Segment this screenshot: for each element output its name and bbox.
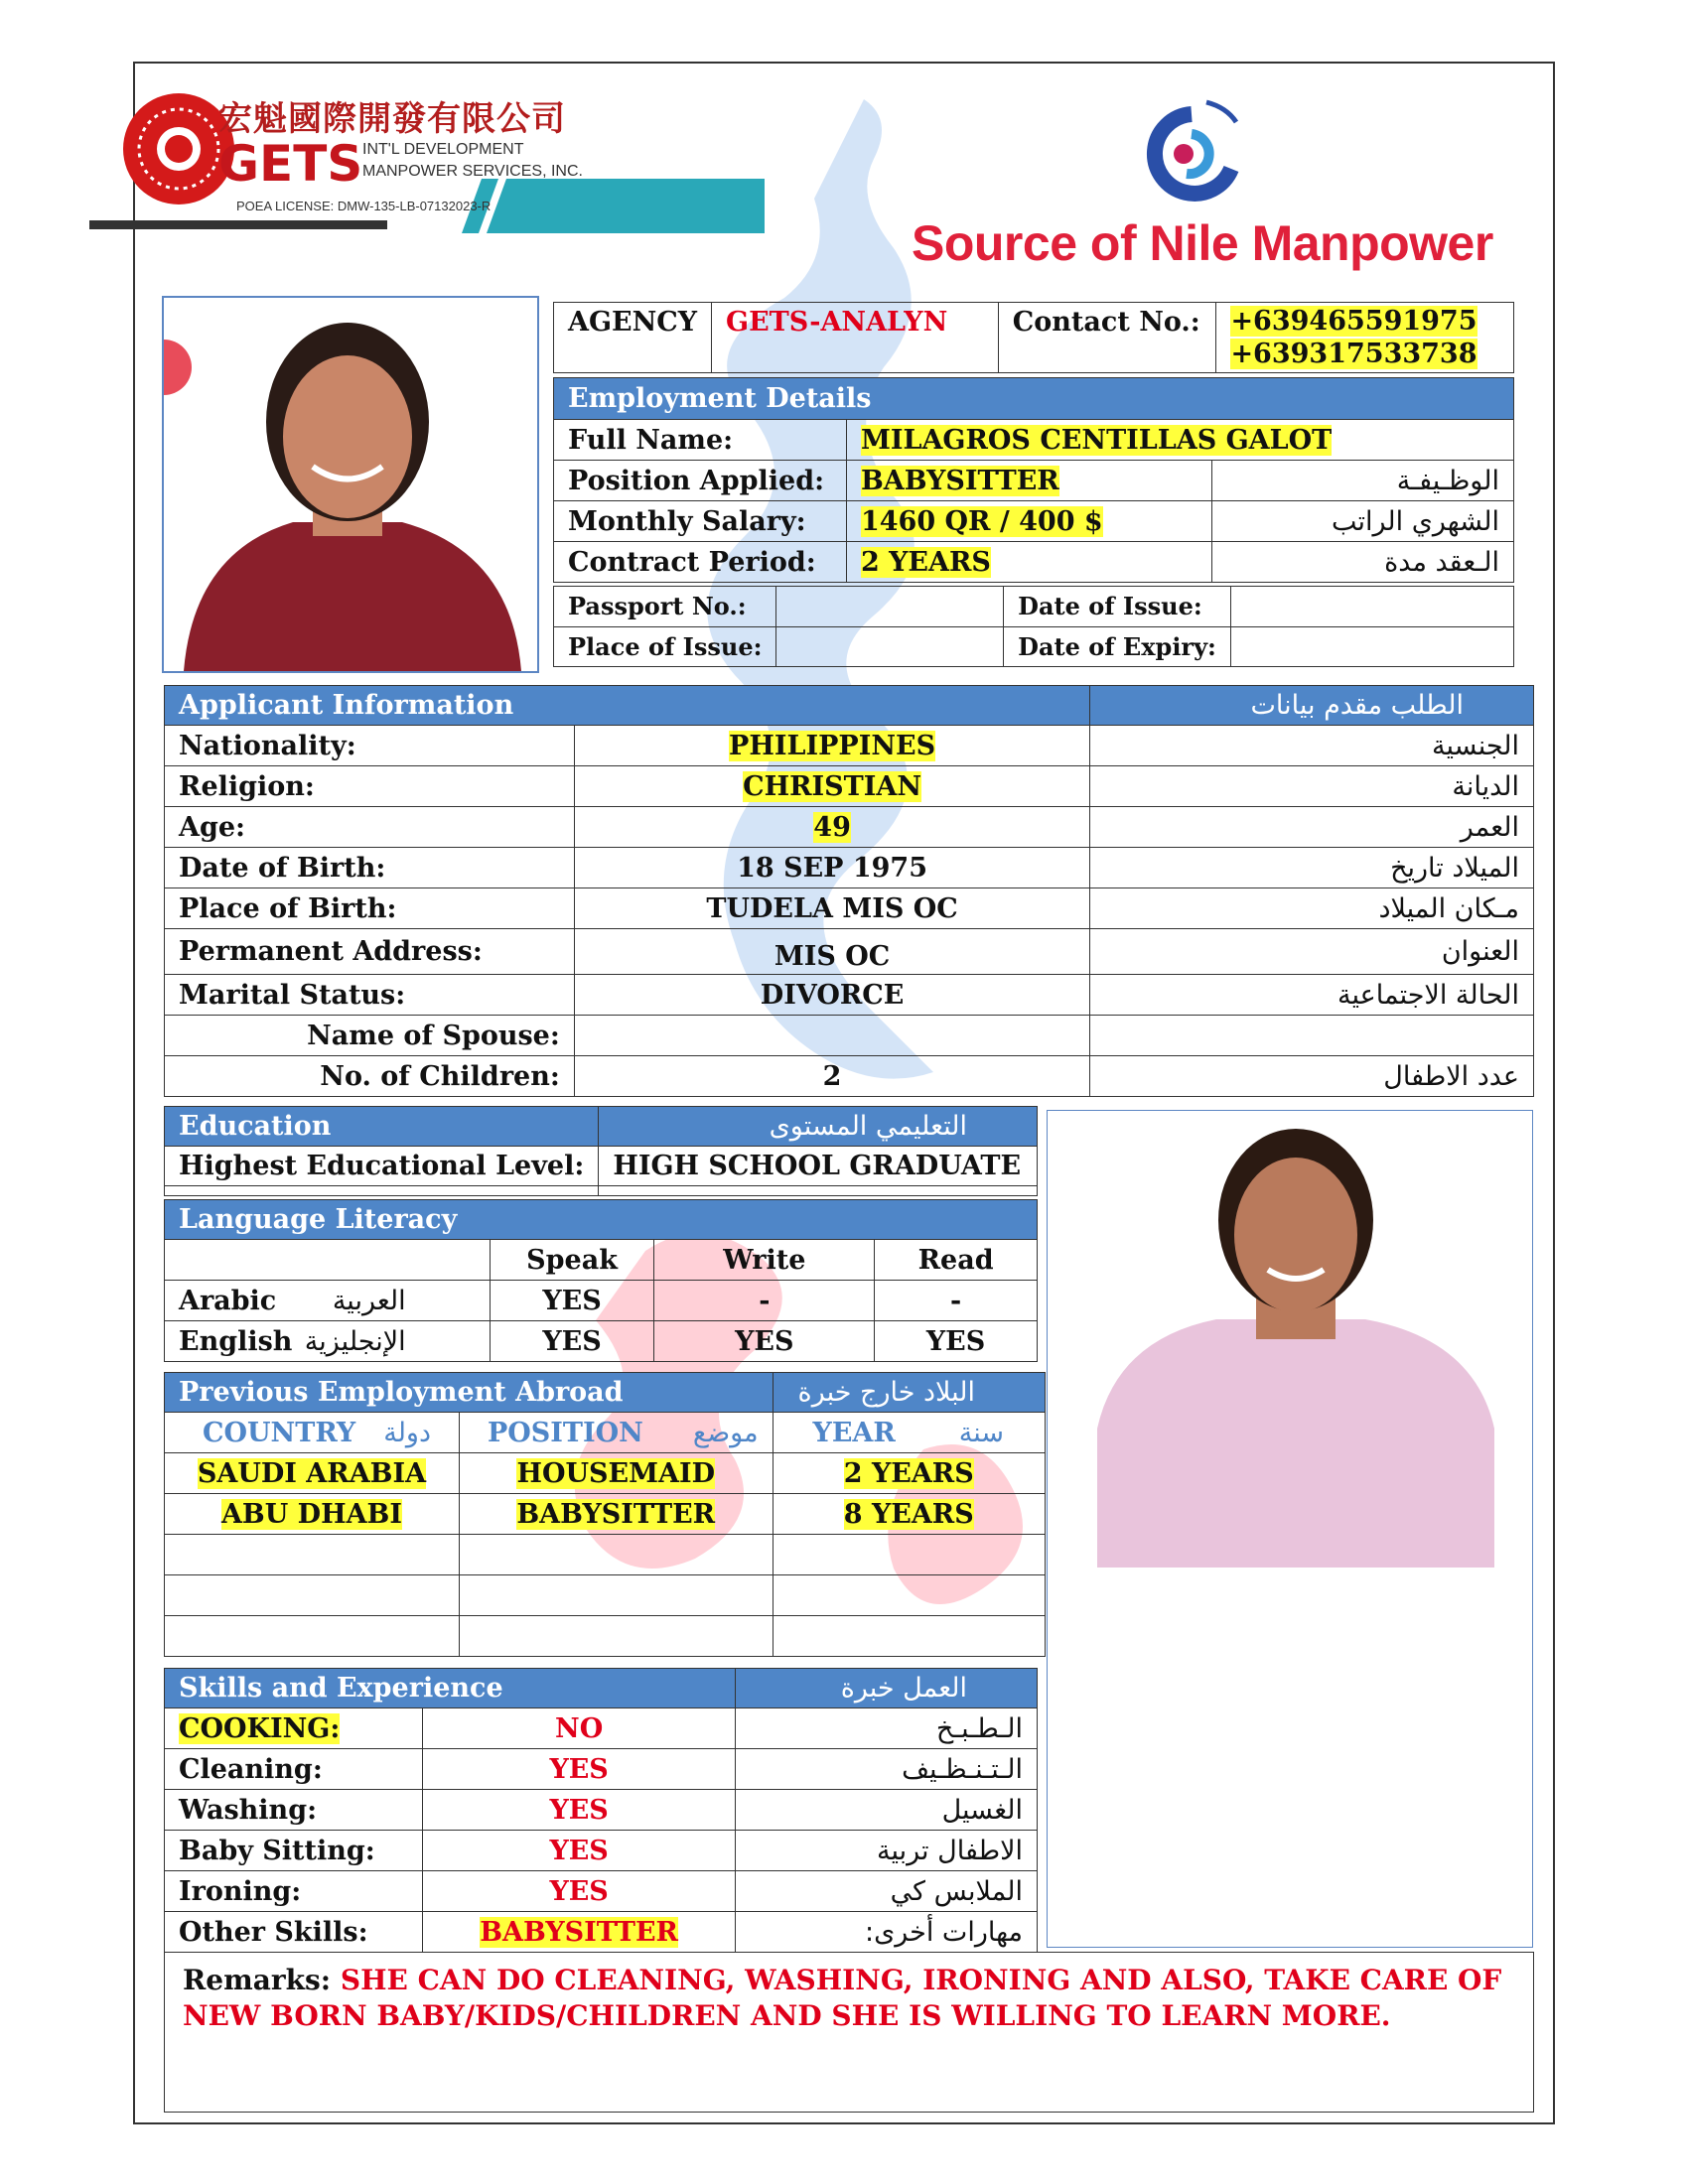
- salary-arabic: الشهري الراتب: [1211, 501, 1514, 542]
- skill-ironing-value: YES: [422, 1871, 736, 1912]
- language-table: [164, 1199, 1038, 1362]
- skill-other-value: [422, 1912, 736, 1953]
- applicant-info-table: [164, 685, 1534, 1097]
- english-write: YES: [654, 1321, 875, 1362]
- source-of-nile-title: Source of Nile Manpower: [912, 215, 1493, 271]
- prev-country-2-text: ABU DHABI: [220, 1498, 402, 1530]
- nationality-label: Nationality:: [165, 726, 575, 766]
- skills-header: Skills and Experience: [165, 1669, 736, 1708]
- arabic-lang-label: Arabic: [179, 1285, 277, 1316]
- previous-employment-header-arabic: البلاد خارج خبرة: [773, 1373, 1045, 1413]
- religion-text: CHRISTIAN: [743, 770, 922, 802]
- prev-country-1: [165, 1453, 460, 1494]
- previous-employment-header: Previous Employment Abroad: [165, 1373, 774, 1413]
- applicant-photo-full: [1047, 1110, 1533, 1948]
- prev-year-2-text: 8 YEARS: [843, 1498, 974, 1530]
- employment-details-header: Employment Details: [554, 378, 1514, 420]
- date-of-issue-value: [1230, 587, 1513, 627]
- skill-cleaning-value: YES: [422, 1749, 736, 1790]
- contract-text: 2 YEARS: [860, 546, 991, 578]
- english-speak: YES: [490, 1321, 654, 1362]
- employment-details-table: [553, 377, 1514, 583]
- position-value: [846, 461, 1211, 501]
- salary-value: [846, 501, 1211, 542]
- speak-header: Speak: [490, 1240, 654, 1281]
- portrait-image: [164, 298, 537, 671]
- age-value: [574, 807, 1089, 848]
- arabic-speak: YES: [490, 1281, 654, 1321]
- gets-subtitle-2: MANPOWER SERVICES, INC.: [362, 163, 583, 180]
- nationality-text: PHILIPPINES: [729, 730, 936, 761]
- education-table: [164, 1106, 1038, 1196]
- arabic-lang-arabic: العربية: [332, 1285, 406, 1316]
- skill-cleaning-label: Cleaning:: [165, 1749, 423, 1790]
- dob-value: 18 SEP 1975: [574, 848, 1089, 888]
- education-spacer-2: [599, 1186, 1038, 1196]
- prev-empty-cell: [459, 1535, 773, 1575]
- date-of-issue-label: Date of Issue:: [1004, 587, 1231, 627]
- english-lang-label: English: [179, 1325, 293, 1357]
- year-header-en: YEAR: [812, 1417, 896, 1448]
- prev-year-1-text: 2 YEARS: [843, 1457, 974, 1489]
- religion-arabic: الديانة: [1090, 766, 1534, 807]
- language-english-row: [165, 1321, 491, 1362]
- position-header: [459, 1413, 773, 1453]
- country-header-en: COUNTRY: [203, 1417, 356, 1448]
- spouse-value: [574, 1016, 1089, 1056]
- spouse-label: Name of Spouse:: [165, 1016, 575, 1056]
- full-name-value: [846, 420, 1513, 461]
- prev-empty-cell: [459, 1616, 773, 1657]
- agency-value: GETS-ANALYN: [712, 303, 999, 373]
- skill-cooking-value: NO: [422, 1708, 736, 1749]
- skill-other-text: BABYSITTER: [480, 1916, 678, 1948]
- education-value: HIGH SCHOOL GRADUATE: [599, 1147, 1038, 1186]
- salary-text: 1460 QR / 400 $: [860, 505, 1103, 537]
- contact-numbers: [1216, 303, 1514, 373]
- prev-empty-cell: [773, 1575, 1045, 1616]
- children-label: No. of Children:: [165, 1056, 575, 1097]
- skill-cooking-arabic: الـطـبـخ: [736, 1708, 1038, 1749]
- full-photo-image: [1048, 1111, 1532, 1947]
- agency-label: AGENCY: [554, 303, 712, 373]
- full-name-label: Full Name:: [554, 420, 847, 461]
- skills-table: [164, 1668, 1038, 1953]
- skill-cooking-label-text: COOKING:: [179, 1712, 341, 1744]
- children-value: 2: [574, 1056, 1089, 1097]
- read-header: Read: [875, 1240, 1038, 1281]
- skill-washing-label: Washing:: [165, 1790, 423, 1831]
- position-header-ar: موضع: [692, 1417, 759, 1448]
- nationality-arabic: الجنسية: [1090, 726, 1534, 766]
- year-header-ar: سنة: [958, 1417, 1005, 1448]
- passport-no-label: Passport No.:: [554, 587, 776, 627]
- prev-position-2: [459, 1494, 773, 1535]
- address-arabic: العنوان: [1090, 929, 1534, 975]
- prev-country-2: [165, 1494, 460, 1535]
- children-arabic: عدد الاطفال: [1090, 1056, 1534, 1097]
- pob-value: TUDELA MIS OC: [574, 888, 1089, 929]
- skill-washing-value: YES: [422, 1790, 736, 1831]
- marital-label: Marital Status:: [165, 975, 575, 1016]
- skill-cleaning-arabic: الـتـنـظـيف: [736, 1749, 1038, 1790]
- contract-arabic: الـعقد مدة: [1211, 542, 1514, 583]
- age-text: 49: [813, 811, 851, 843]
- remarks-label: Remarks:: [183, 1964, 332, 1996]
- contract-label: Contract Period:: [554, 542, 847, 583]
- skill-cooking-label: [165, 1708, 423, 1749]
- applicant-info-header: Applicant Information: [165, 686, 1090, 726]
- gets-wordmark: GETS: [218, 135, 363, 193]
- prev-position-2-text: BABYSITTER: [516, 1498, 716, 1530]
- applicant-info-header-arabic: الطلب مقدم بيانات: [1090, 686, 1534, 726]
- source-of-nile-emblem: [1132, 94, 1251, 204]
- agency-table: [553, 302, 1514, 373]
- position-text: BABYSITTER: [860, 465, 1059, 496]
- gets-subtitle-1: INT'L DEVELOPMENT: [362, 141, 524, 158]
- prev-country-1-text: SAUDI ARABIA: [197, 1457, 427, 1489]
- applicant-photo-portrait: [162, 296, 539, 673]
- arabic-write: -: [654, 1281, 875, 1321]
- full-name-text: MILAGROS CENTILLAS GALOT: [860, 424, 1333, 456]
- prev-position-1: [459, 1453, 773, 1494]
- previous-employment-table: [164, 1372, 1046, 1657]
- contact-number-2: +639317533738: [1230, 339, 1477, 369]
- nationality-value: [574, 726, 1089, 766]
- position-header-en: POSITION: [487, 1417, 643, 1448]
- skill-other-label: Other Skills:: [165, 1912, 423, 1953]
- education-header: Education: [165, 1107, 599, 1147]
- contact-number-1: +639465591975: [1230, 306, 1477, 337]
- skill-other-arabic: مهارات أخرى:: [736, 1912, 1038, 1953]
- prev-year-2: [773, 1494, 1045, 1535]
- year-header: [773, 1413, 1045, 1453]
- arabic-read: -: [875, 1281, 1038, 1321]
- prev-empty-cell: [165, 1616, 460, 1657]
- prev-empty-cell: [165, 1575, 460, 1616]
- skill-ironing-label: Ironing:: [165, 1871, 423, 1912]
- remarks-text: SHE CAN DO CLEANING, WASHING, IRONING AND ALSO, TAKE CARE OF NEW BORN BABY/KIDS/CHILDREN AND SHE IS WILLING TO LEARN MORE.: [183, 1964, 1502, 2032]
- address-label: Permanent Address:: [165, 929, 575, 975]
- gets-license: POEA LICENSE: DMW-135-LB-07132023-R: [236, 199, 492, 213]
- education-label: Highest Educational Level:: [165, 1147, 599, 1186]
- address-value: MIS OC: [574, 929, 1089, 975]
- english-read: YES: [875, 1321, 1038, 1362]
- prev-empty-cell: [459, 1575, 773, 1616]
- position-label: Position Applied:: [554, 461, 847, 501]
- passport-table: [553, 586, 1514, 667]
- skill-washing-arabic: الغسيل: [736, 1790, 1038, 1831]
- language-header: Language Literacy: [165, 1200, 1038, 1240]
- dob-arabic: الميلاد تاريخ: [1090, 848, 1534, 888]
- prev-position-1-text: HOUSEMAID: [516, 1457, 716, 1489]
- pob-label: Place of Birth:: [165, 888, 575, 929]
- position-arabic: الوظـيفـة: [1211, 461, 1514, 501]
- english-lang-arabic: الإنجليزية: [304, 1325, 406, 1357]
- skill-babysitting-value: YES: [422, 1831, 736, 1871]
- dob-label: Date of Birth:: [165, 848, 575, 888]
- age-arabic: العمر: [1090, 807, 1534, 848]
- contract-value: [846, 542, 1211, 583]
- skill-ironing-arabic: الملابس كي: [736, 1871, 1038, 1912]
- education-header-arabic: التعليمي المستوى: [599, 1107, 1038, 1147]
- gets-logo: [89, 79, 765, 238]
- age-label: Age:: [165, 807, 575, 848]
- prev-year-1: [773, 1453, 1045, 1494]
- prev-empty-cell: [773, 1616, 1045, 1657]
- gets-chinese-name: 宏魁國際開發有限公司: [218, 99, 566, 139]
- place-of-issue-label: Place of Issue:: [554, 626, 776, 667]
- skills-header-arabic: العمل خبرة: [736, 1669, 1038, 1708]
- religion-value: [574, 766, 1089, 807]
- pob-arabic: مـكان الميلاد: [1090, 888, 1534, 929]
- salary-label: Monthly Salary:: [554, 501, 847, 542]
- prev-empty-cell: [165, 1535, 460, 1575]
- skill-babysitting-label: Baby Sitting:: [165, 1831, 423, 1871]
- write-header: Write: [654, 1240, 875, 1281]
- place-of-issue-value: [776, 626, 1004, 667]
- prev-empty-cell: [773, 1535, 1045, 1575]
- skill-babysitting-arabic: الاطفال تربية: [736, 1831, 1038, 1871]
- passport-no-value: [776, 587, 1004, 627]
- religion-label: Religion:: [165, 766, 575, 807]
- marital-arabic: الحالة الاجتماعية: [1090, 975, 1534, 1016]
- education-spacer: [165, 1186, 599, 1196]
- country-header-ar: دولة: [383, 1417, 431, 1448]
- date-of-expiry-label: Date of Expiry:: [1004, 626, 1231, 667]
- country-header: [165, 1413, 460, 1453]
- spouse-arabic: [1090, 1016, 1534, 1056]
- remarks-content: [165, 1953, 1533, 2044]
- language-corner: [165, 1240, 491, 1281]
- contact-label: Contact No.:: [998, 303, 1216, 373]
- language-arabic-row: [165, 1281, 491, 1321]
- remarks-box: [164, 1952, 1534, 2113]
- marital-value: DIVORCE: [574, 975, 1089, 1016]
- date-of-expiry-value: [1230, 626, 1513, 667]
